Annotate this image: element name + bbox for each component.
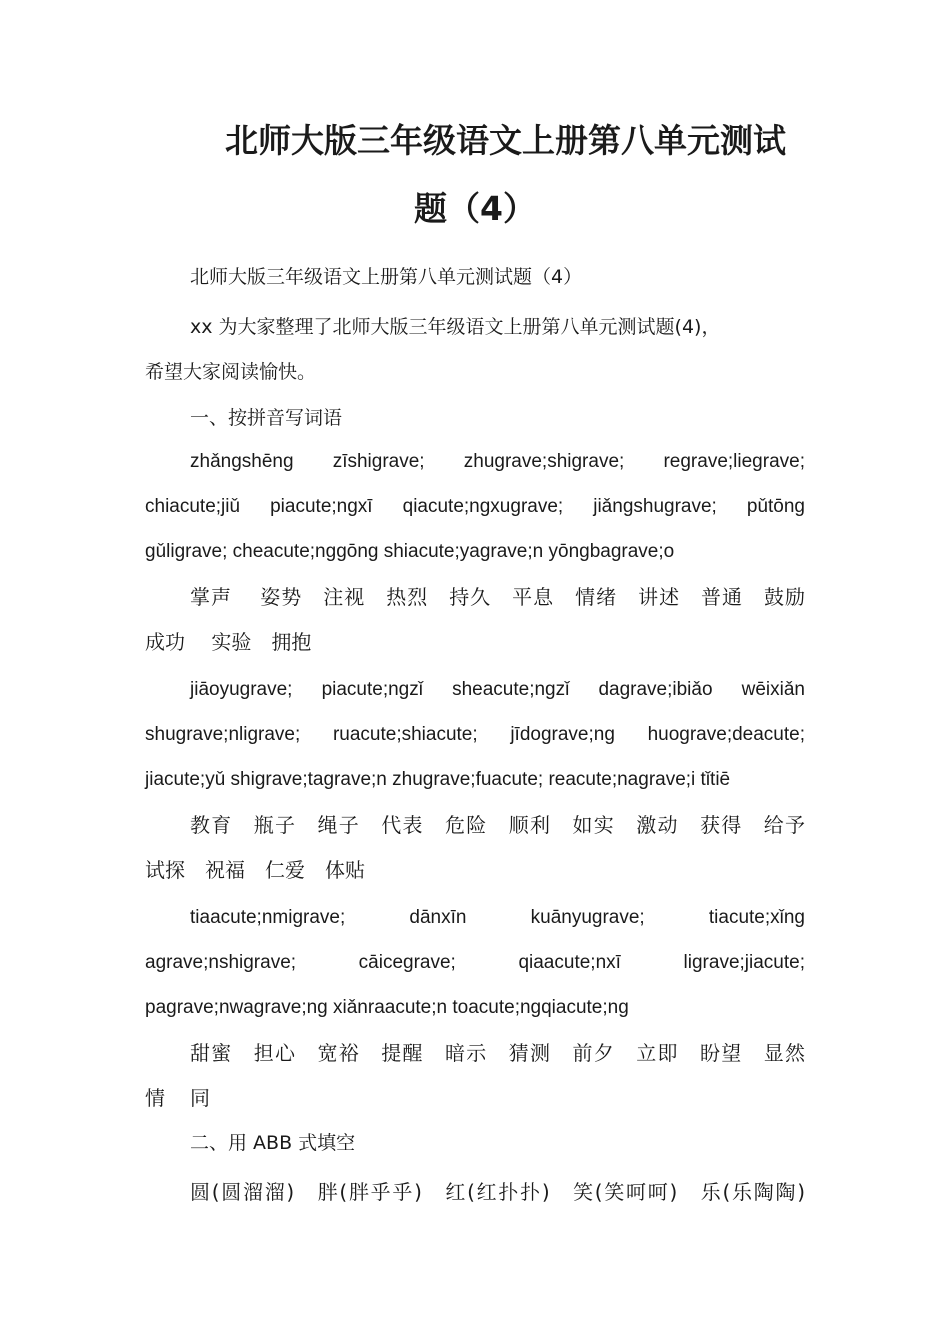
document-title-line-2: 题（4） [414,189,536,228]
subtitle-text: 北师大版三年级语文上册第八单元测试题（4） [190,266,583,288]
document-title-line-1: 北师大版三年级语文上册第八单元测试 [225,121,786,160]
pinyin-line: pagrave;nwagrave;ng xiǎnraacute;n toacute;ngqiacute;ng [145,997,629,1018]
intro-line-2: 希望大家阅读愉快。 [145,361,317,383]
pinyin-group-3 [145,895,805,1030]
section-1-heading-text: 一、按拼音写词语 [190,407,343,429]
words-line: 教育 瓶子 绳子 代表 危险 顺利 如实 激动 获得 给予 [190,813,805,837]
pinyin-line: shugrave;nligrave; ruacute;shiacute; jīdograve;ng huograve;deacute; [145,724,805,745]
intro-paragraph [145,305,805,395]
pinyin-line: chiacute;jiǔ piacute;ngxī qiacute;ngxugrave; jiǎngshugrave; pǔtōng [145,496,805,517]
pinyin-line: gǔligrave; cheacute;nggōng shiacute;yagrave;n yōngbagrave;o [145,541,675,562]
abb-answers [145,1170,805,1215]
pinyin-line: agrave;nshigrave; cāicegrave; qiaacute;nxī ligrave;jiacute; [145,952,805,973]
pinyin-group-1 [145,439,805,574]
abb-answers-line: 圆(圆溜溜) 胖(胖乎乎) 红(红扑扑) 笑(笑呵呵) 乐(乐陶陶) [190,1180,805,1204]
section-1-heading [145,396,805,441]
words-group-3 [145,1031,825,1121]
subtitle-paragraph [145,255,805,300]
pinyin-group-2 [145,667,805,802]
section-2-heading-text: 二、用 ABB 式填空 [190,1132,356,1154]
words-line: 情 [145,1086,165,1110]
words-group-2 [145,803,805,893]
words-group-1 [145,575,805,665]
section-2-heading [145,1121,805,1166]
words-line: 试探 祝福 仁爱 体贴 [145,858,365,882]
words-line: 甜蜜 担心 宽裕 提醒 暗示 猜测 前夕 立即 盼望 显然 同 [190,1041,825,1110]
intro-line-1: xx 为大家整理了北师大版三年级语文上册第八单元测试题(4)， [190,316,721,338]
pinyin-line: zhǎngshēng zīshigrave; zhugrave;shigrave; regrave;liegrave; [190,451,805,472]
pinyin-line: jiāoyugrave; piacute;ngzǐ sheacute;ngzǐ dagrave;ibiǎo wēixiǎn [190,679,805,700]
words-line: 掌声 姿势 注视 热烈 持久 平息 情绪 讲述 普通 鼓励 [190,585,805,609]
pinyin-line: tiaacute;nmigrave; dānxīn kuānyugrave; tiacute;xǐng [190,907,805,928]
pinyin-line: jiacute;yǔ shigrave;tagrave;n zhugrave;fuacute; reacute;nagrave;i tǐtiē [145,769,731,790]
words-line: 成功 实验 拥抱 [145,630,312,654]
